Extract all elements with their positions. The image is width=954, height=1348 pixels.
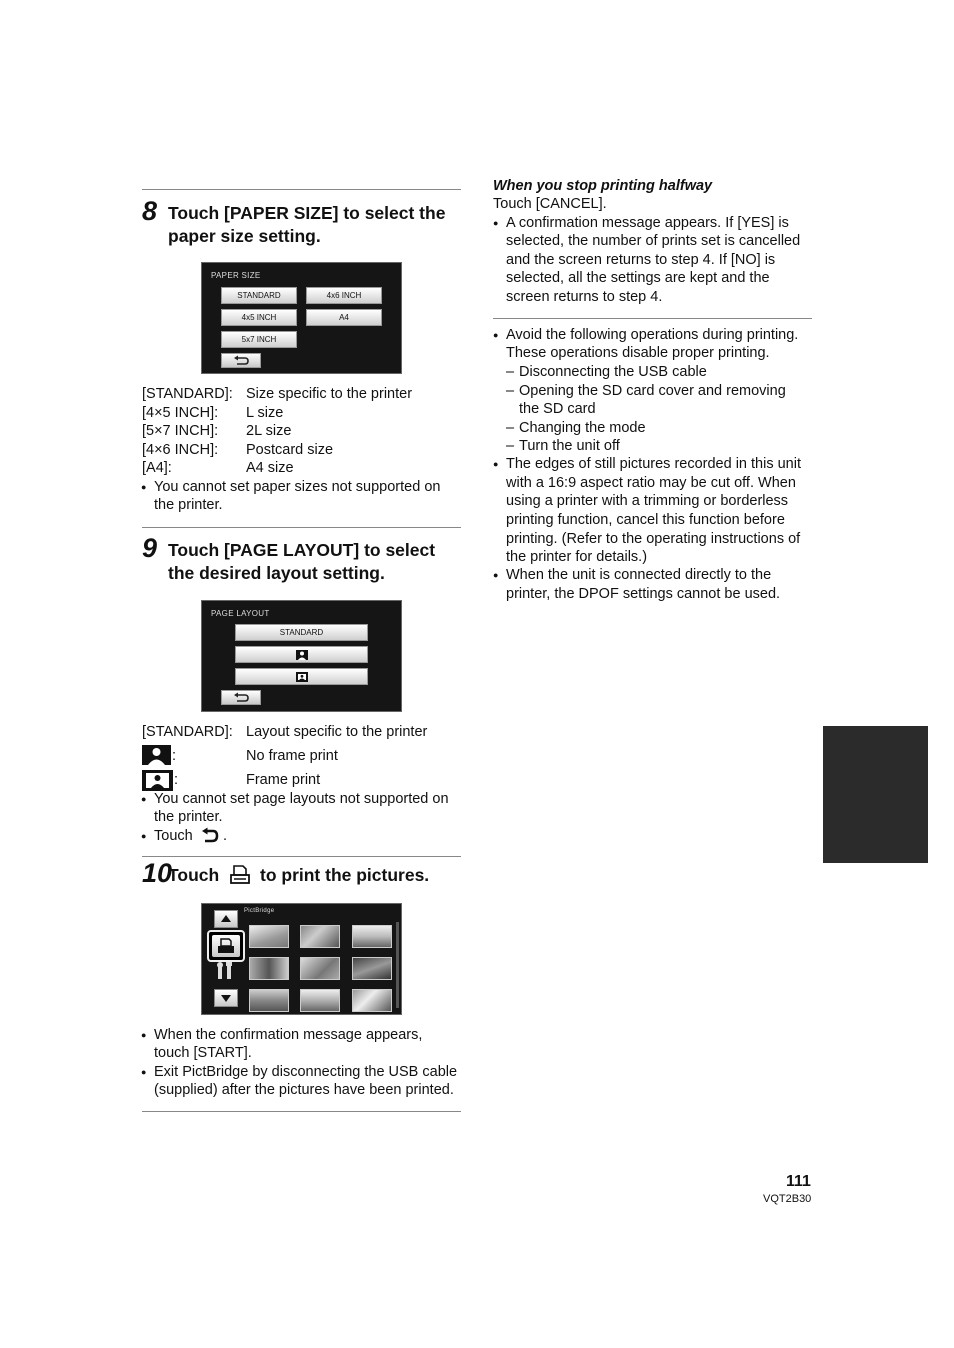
definition-term: [STANDARD]:	[142, 386, 233, 402]
frame-print-icon	[142, 770, 173, 791]
4x6-inch-button[interactable]: 4x6 INCH	[306, 287, 382, 304]
model-code: VQT2B30	[763, 1193, 812, 1205]
return-icon	[201, 827, 219, 844]
standard-button[interactable]: STANDARD	[221, 287, 297, 304]
definition-desc: Postcard size	[246, 442, 334, 458]
note-continuation: the printer.	[154, 809, 223, 825]
print-button[interactable]	[207, 930, 245, 962]
definition-term: [5×7 INCH]:	[142, 423, 219, 439]
note-continuation: printing. (Refer to the operating instructions of	[506, 531, 801, 547]
up-arrow-icon	[215, 911, 237, 927]
section-divider	[142, 856, 461, 857]
section-divider	[142, 1111, 461, 1112]
dash-marker: –	[506, 438, 515, 454]
print-icon	[212, 935, 240, 957]
scrollbar[interactable]	[396, 922, 399, 1008]
photo-thumbnail[interactable]	[300, 989, 340, 1012]
a4-button[interactable]: A4	[306, 309, 382, 326]
return-icon	[222, 354, 260, 367]
dash-item-continuation: the SD card	[519, 401, 596, 417]
5x7-inch-button[interactable]: 5x7 INCH	[221, 331, 297, 348]
note-bullet: ● A confirmation message appears. If [YES] is	[506, 214, 789, 232]
note-bullet: ● When the confirmation message appears,	[154, 1026, 422, 1044]
photo-thumbnail[interactable]	[300, 925, 340, 948]
photo-thumbnail[interactable]	[249, 989, 289, 1012]
scroll-up-button[interactable]	[214, 910, 238, 928]
note-period: .	[223, 828, 228, 844]
return-button[interactable]	[221, 690, 261, 705]
definition-desc: A4 size	[246, 460, 294, 476]
note-bullet: ● When the unit is connected directly to the	[506, 566, 771, 584]
step-8-heading-line1: Touch [PAPER SIZE] to select the	[168, 203, 446, 223]
frame-layout-button[interactable]	[235, 668, 368, 685]
definition-desc: Frame print	[246, 772, 321, 788]
paper-size-screen	[201, 262, 402, 374]
note-continuation: touch [START].	[154, 1045, 252, 1061]
step-8-heading-line2: paper size setting.	[168, 226, 321, 246]
settings-button[interactable]	[214, 961, 236, 982]
note-continuation: and the screen returns to step 4. If [NO] is	[506, 252, 776, 268]
step-9-heading-line1: Touch [PAGE LAYOUT] to select	[168, 540, 436, 560]
chapter-tab	[823, 726, 928, 863]
note-bullet: ● You cannot set paper sizes not supported on	[154, 478, 440, 496]
note-continuation: (supplied) after the pictures have been printed.	[154, 1082, 454, 1098]
note-bullet: ● You cannot set page layouts not supported on	[154, 790, 449, 808]
note-continuation: printer, the DPOF settings cannot be used.	[506, 586, 781, 602]
return-button[interactable]	[221, 353, 261, 368]
page-layout-screen	[201, 600, 402, 712]
section-divider	[142, 189, 461, 190]
note-bullet: ● Exit PictBridge by disconnecting the USB cable	[154, 1063, 457, 1081]
note-continuation: using a printer with a trimming or borderless	[506, 493, 789, 509]
page-number: 111	[786, 1173, 811, 1190]
section-divider	[142, 527, 461, 528]
step-9-heading-line2: the desired layout setting.	[168, 563, 385, 583]
print-icon	[229, 864, 251, 886]
definition-term: [4×5 INCH]:	[142, 405, 219, 421]
frame-icon	[296, 672, 308, 682]
dash-item: Opening the SD card cover and removing	[519, 383, 786, 399]
step-10-number: 10	[142, 858, 173, 888]
note-continuation: printing function, cancel this function before	[506, 512, 785, 528]
definition-term: :	[174, 772, 179, 788]
note-continuation: These operations disable proper printing.	[506, 345, 770, 361]
note-continuation: the printer for details.)	[506, 549, 648, 565]
photo-thumbnail[interactable]	[249, 957, 289, 980]
section-divider	[493, 318, 812, 319]
photo-thumbnail[interactable]	[352, 925, 392, 948]
step-9-number: 9	[142, 533, 158, 563]
step-10-heading-prefix: Touch	[168, 865, 220, 885]
scroll-down-button[interactable]	[214, 989, 238, 1007]
down-arrow-icon	[215, 990, 237, 1006]
no-frame-layout-button[interactable]	[235, 646, 368, 663]
standard-layout-button[interactable]: STANDARD	[235, 624, 368, 641]
definition-desc: 2L size	[246, 423, 292, 439]
note-bullet: ● The edges of still pictures recorded in this unit	[506, 455, 801, 473]
step-10-heading-suffix: to print the pictures.	[260, 865, 430, 885]
definition-term: :	[172, 748, 177, 764]
definition-term: [A4]:	[142, 460, 172, 476]
note-continuation: selected, all the settings are kept and the	[506, 270, 770, 286]
note-bullet: ● Avoid the following operations during printing.	[506, 326, 798, 344]
stop-printing-heading: When you stop printing halfway	[493, 178, 713, 194]
definition-desc: L size	[246, 405, 284, 421]
dash-item: Disconnecting the USB cable	[519, 364, 707, 380]
no-frame-print-icon	[142, 745, 171, 765]
photo-thumbnail[interactable]	[300, 957, 340, 980]
pictbridge-screen	[201, 903, 402, 1015]
screen-title: PictBridge	[244, 908, 275, 914]
dash-item: Turn the unit off	[519, 438, 620, 454]
return-icon	[222, 691, 260, 704]
tools-icon	[214, 961, 236, 982]
note-continuation: with a 16:9 aspect ratio may be cut off. When	[506, 475, 796, 491]
note-continuation: screen returns to step 4.	[506, 289, 663, 305]
dash-item: Changing the mode	[519, 420, 646, 436]
definition-term: [4×6 INCH]:	[142, 442, 219, 458]
stop-printing-instruction: Touch [CANCEL].	[493, 196, 607, 212]
definition-desc: No frame print	[246, 748, 338, 764]
definition-desc: Layout specific to the printer	[246, 724, 428, 740]
note-bullet: ● Touch	[154, 827, 193, 845]
photo-thumbnail[interactable]	[352, 989, 392, 1012]
note-continuation: selected, the number of prints set is cancelled	[506, 233, 801, 249]
screen-title: PAGE LAYOUT	[211, 609, 270, 618]
definition-desc: Size specific to the printer	[246, 386, 413, 402]
dash-marker: –	[506, 364, 515, 380]
4x5-inch-button[interactable]: 4x5 INCH	[221, 309, 297, 326]
screen-title: PAPER SIZE	[211, 271, 261, 280]
no-frame-icon	[296, 650, 308, 660]
definition-term: [STANDARD]:	[142, 724, 233, 740]
dash-marker: –	[506, 383, 515, 399]
photo-thumbnail[interactable]	[352, 957, 392, 980]
note-continuation: the printer.	[154, 497, 223, 513]
dash-marker: –	[506, 420, 515, 436]
step-8-number: 8	[142, 196, 158, 226]
photo-thumbnail[interactable]	[249, 925, 289, 948]
